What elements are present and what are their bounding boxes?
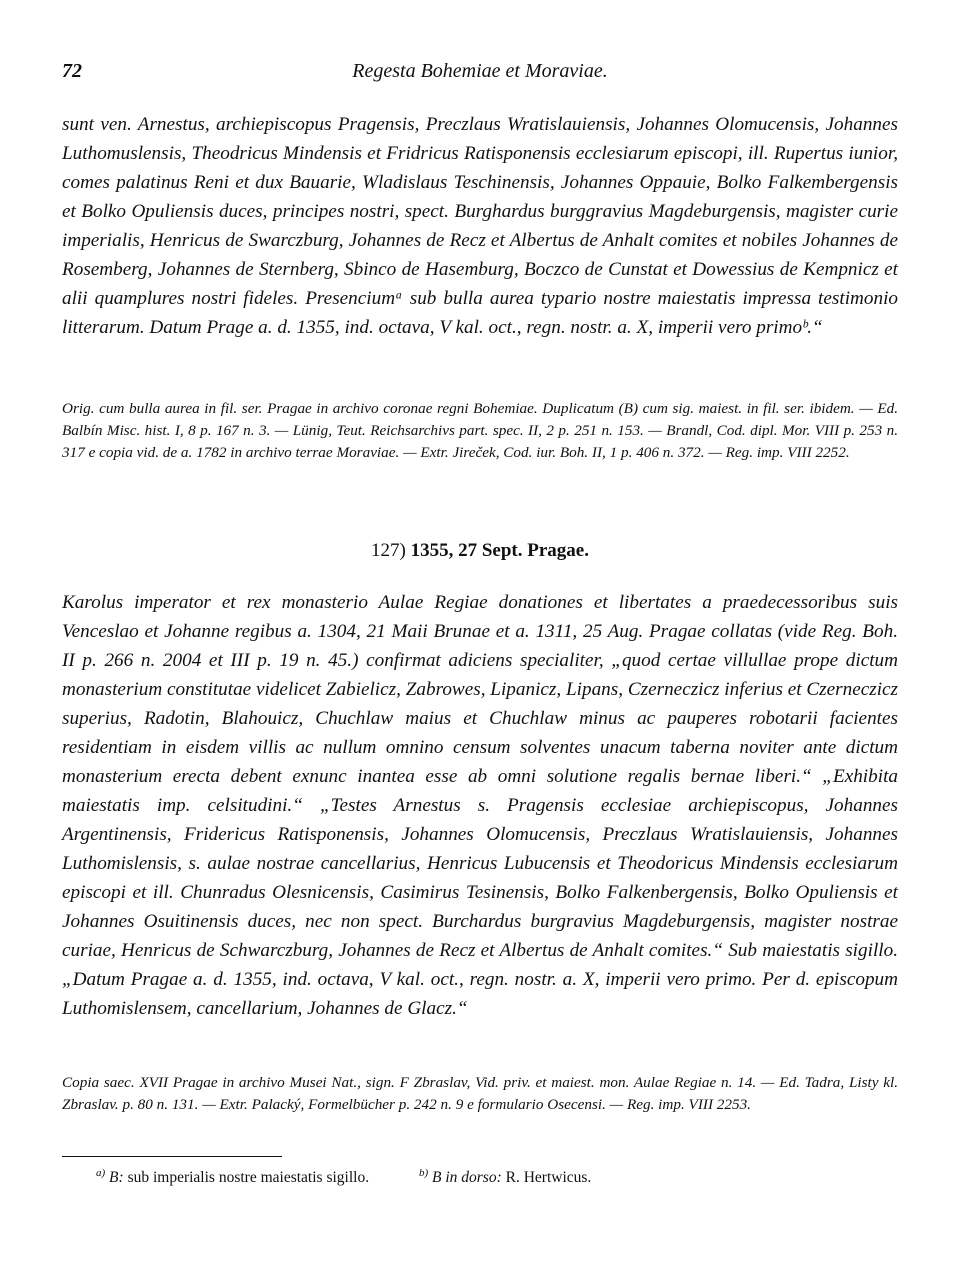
continuation-text: sunt ven. Arnestus, archiepiscopus Pragensis, Preczlaus Wratislauiensis, Johannes Olomucensis, Johannes Luthomuslensis, Theodricus Mindensis et Fridricus Ratisponensis ecclesiarum episcopi, ill. Rupertus iunior, comes palatinus Reni et dux Bauarie, Wladislaus Teschinensis, Johannes Oppauie, Bolko Falkembergensis et Bolko Opuliensis duces, principes nostri, spect. Burghardus burggravius Magdeburgensis, magister curie imperialis, Henricus de Swarczburg, Johannes de Recz et Albertus de Anhalt comites et nobiles Johannes de Rosemberg, Johannes de Sternberg, Sbinco de Hasemburg, Boczco de Cunstat et Dowessius de Kempnicz et alii quamplures nostri fideles. Presenciumᵃ sub bulla aurea typario nostre maiestatis impressa testimonio litterarum. Datum Prage a. d. 1355, ind. octava, V kal. oct., regn. nostr. a. X, imperii vero primoᵇ.“ [62,114,898,338]
entry-date-place: 1355, 27 Sept. Pragae. [410,540,589,561]
footnote-mark: a) [96,1167,106,1179]
footnote-b [419,1162,591,1189]
footnote-text: sub imperialis nostre maiestatis sigillo. [127,1169,370,1187]
entry-number: 127) [371,540,406,561]
entry-heading [0,540,960,562]
running-title: Regesta Bohemiae et Moraviae. [352,60,608,82]
page-header [62,60,898,88]
page-number: 72 [62,60,82,82]
entry-text: Karolus imperator et rex monasterio Aulae Regiae donationes et libertates a praedecessoribus suis Venceslao et Johanne regibus a. 1304, 21 Maii Brunae et a. 1311, 25 Aug. Pragae collatas (vide Reg. Boh. II p. 266 n. 2004 et III p. 19 n. 45.) confirmat adiciens specialiter, „quod certae villullae prope dictum monasterium constitutae videlicet Zabielicz, Zabrowes, Lipanicz, Lipans, Czerneczicz inferius et Czerneczicz superius, Radotin, Blahouicz, Chuchlaw maius et Chuchlaw minus ac pauperes robotarii facientes residentiam in eisdem villis ac nullum omnino censum solventes unacum taberna noviter ante dictum monasterium erecta debent exnunc inantea esse ab omni solutione regalis bernae liberi.“ „Exhibita maiestatis imp. celsitudini.“ „Testes Arnestus s. Pragensis ecclesiae archiepiscopus, Johannes Argentinensis, Fridericus Ratisponensis, Johannes Olomucensis, Preczlaus Wratislauiensis, Johannes Luthomislensis, s. aulae nostrae cancellarius, Henricus Lubucensis et Theodoricus Mindensis ecclesiarum episcopi et ill. Chunradus Olesnicensis, Casimirus Tesinensis, Bolko Falkenbergensis, Bolko Opuliensis et Johannes Osuitinensis duces, nec non spect. Burchardus burgravius Magdeburgensis, magister nostrae curiae, Henricus de Schwarczburg, Johannes de Recz et Albertus de Anhalt comites.“ Sub maiestatis sigillo. „Datum Pragae a. d. 1355, ind. octava, V kal. oct., regn. nostr. a. X, imperii vero primo. Per d. episcopum Luthomislensem, cancellarium, Johannes de Glacz.“ [62,592,899,1019]
footnote-a [96,1162,369,1189]
footnote-label: B in dorso: [432,1169,502,1187]
footnote-text: R. Hertwicus. [505,1169,592,1187]
continuation-source-note: Orig. cum bulla aurea in fil. ser. Pragae in archivo coronae regni Bohemiae. Duplicatum (B) cum sig. maiest. in fil. ser. ibidem. — Ed. Balbín Misc. hist. I, 8 p. 167 n. 3. — Lünig, Teut. Reichsarchivs part. spec. II, 2 p. 251 n. 153. — Brandl, Cod. dipl. Mor. VIII p. 253 n. 317 e copia vid. de a. 1782 in archivo terrae Moraviae. — Extr. Jireček, Cod. iur. Boh. II, 1 p. 406 n. 372. — Reg. imp. VIII 2252. [62,400,898,461]
footnote-rule [62,1156,282,1157]
footnotes [96,1162,591,1189]
entry-source-note: Copia saec. XVII Pragae in archivo Musei Nat., sign. F Zbraslav, Vid. priv. et maiest. mon. Aulae Regiae n. 14. — Ed. Tadra, Listy kl. Zbraslav. p. 80 n. 131. — Extr. Palacký, Formelbücher p. 242 n. 9 e formulario Osecensi. — Reg. imp. VIII 2253. [62,1074,898,1113]
footnote-label: B: [109,1169,124,1187]
footnote-mark: b) [418,1167,429,1179]
